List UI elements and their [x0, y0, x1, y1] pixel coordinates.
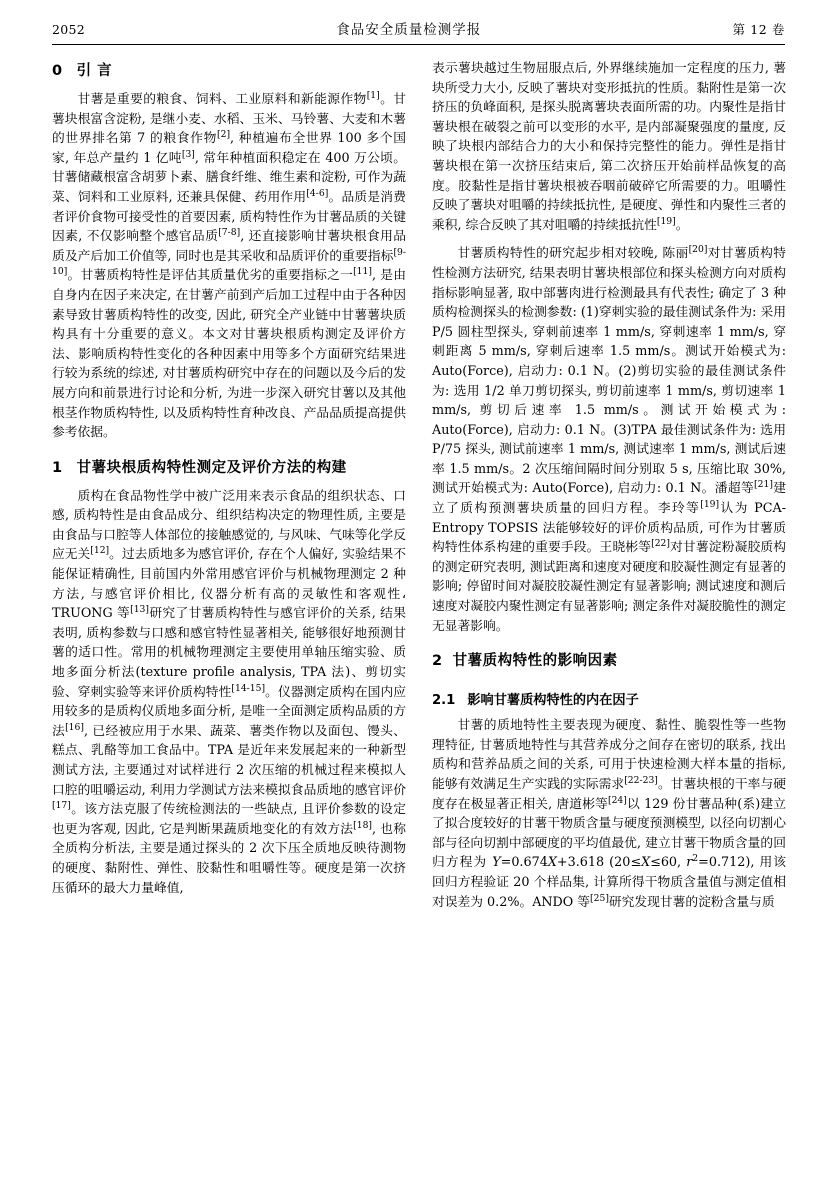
- subsection-number: 2.1: [432, 693, 456, 709]
- left-column: [52, 59, 406, 1149]
- right-column: [432, 59, 786, 1149]
- header-rule: [52, 44, 785, 45]
- page-number: 2052: [52, 22, 86, 37]
- paragraph-test-conditions: 甘薯质构特性的研究起步相对较晚, 陈丽[20]对甘薯质构特性检测方法研究, 结果表明甘薯块根部位和探头检测方向对质构指标影响显著, 取中部薯肉进行检测最具有代表性; 确定了 3 种质构检测探头的检测参数: (1)穿刺实验的最佳测试条件为: 采用 P/5 圆柱型探头, 穿刺前速率 1 mm/s, 穿刺速率 1 mm/s, 穿刺距离 5 mm/s, 穿刺后速率 1.5 mm/s。测试开始模式为: Auto(Force), 启动力: 0.1 N。(2)剪切实验的最佳测试条件为: 选用 1/2 单刀剪切探头, 剪切前速率 1 mm/s, 剪切速率 1 mm/s, 剪切后速率 1.5 mm/s。测试开始模式为: Auto(Force), 启动力: 0.1 N。(3)TPA 最佳测试条件为: 选用 P/75 探头, 测试前速率 1 mm/s, 测试速率 1 mm/s, 测试后速率 1.5 mm/s。2 次压缩间隔时间分别取 5 s, 压缩比取 30%, 测试开始模式为: Auto(Force), 启动力: 0.1 N。潘超等[21]建立了质构预测薯块质量的回归方程。李玲等[19]认为 PCA-Entropy TOPSIS 法能够较好的评价质构品质, 可作为甘薯质构特性体系构建的重要手段。王晓彬等[22]对甘薯淀粉凝胶质构的测定研究表明, 测试距离和速度对硬度和胶凝性测定有显著的影响; 停留时间对凝胶胶凝性测定有显著影响; 测试速度和测后速度对凝胶内聚性测定有显著影响; 测定条件对凝胶脆性的测定无显著影响。: [432, 244, 787, 634]
- section-title: 甘薯块根质构特性测定及评价方法的构建: [76, 459, 347, 476]
- section-heading-factors: [432, 649, 786, 670]
- section-title: 甘薯质构特性的影响因素: [452, 653, 618, 670]
- paragraph-texture-methods: 质构在食品物性学中被广泛用来表示食品的组织状态、口感, 质构特性是由食品成分、组织结构决定的物理性质, 主要是由食品与口腔等人体部位的接触感觉的, 与风味、气味等化学反应无关[12]。过去质地多为感官评价, 存在个人偏好, 实验结果不能保证精确性, 目前国内外常用感官评价与机械物理测定 2 种方法, 与感官评价相比, 仪器分析有高的灵敏性和客观性، TRUONG 等[13]研究了甘薯质构特性与感官评价的关系, 结果表明, 质构参数与口感和感官特性显著相关, 能够很好地预测甘薯的适口性。常用的机械物理测定主要使用单轴压缩实验、质地多面分析法(texture profile analysis, TPA 法)、剪切实验、穿刺实验等来评价质构特性[14-15]。仪器测定质构在国内应用较多的是质构仪质地多面分析, 是唯一全面测定质构品质的方法[16], 已经被应用于水果、蔬菜、薯类作物以及面包、馒头、糕点、乳酪等加工食品中。TPA 是近年来发展起来的一种新型测试方法, 主要通过对试样进行 2 次压缩的机械过程来模拟人口腔的咀嚼运动, 利用力学测试方法来模拟食品质地的感官评价[17]。该方法克服了传统检测法的一些缺点, 且评价参数的设定也更为客观, 因此, 它是判断果蔬质地变化的有效方法[18], 也称全质构分析法, 主要是通过探头的 2 次下压全质地反映待测物的硬度、黏附性、弹性、胶黏性和咀嚼性等。硬度是第一次挤压循环的最大力量峰值,: [52, 488, 407, 896]
- journal-title: 食品安全质量检测学报: [336, 22, 482, 38]
- volume-label: 第 12 卷: [732, 22, 785, 37]
- body-columns: [52, 59, 785, 1149]
- section-heading-introduction: [52, 59, 406, 80]
- section-number: 1: [52, 459, 63, 476]
- subsection-heading-internal-factors: [432, 689, 786, 708]
- paragraph-hardness-continued: 表示薯块越过生物屈服点后, 外界继续施加一定程度的压力, 薯块所受力大小, 反映了薯块对变形抵抗的性质。黏附性是第一次挤压的负峰面积, 是探头脱离薯块表面所需的功。内聚性是指甘薯块根在破裂之前可以变形的水平, 是内部凝聚强度的量度, 反映了块根内部结合力的大小和保持完整性的能力。弹性是指甘薯块根在第一次挤压结束后, 第二次挤压开始前样品恢复的高度。胶黏性是指甘薯块根被吞咽前破碎它所需要的力。咀嚼性反映了薯块对咀嚼的持续抵抗性, 是硬度、弹性和内聚性三者的乘积, 综合反映了其对咀嚼的持续抵抗性[19]。: [432, 61, 786, 233]
- running-head: [52, 18, 785, 42]
- section-title: 引 言: [76, 63, 113, 79]
- paragraph-internal-factors: 甘薯的质地特性主要表现为硬度、黏性、脆裂性等一些物理特征, 甘薯质地特性与其营养成分之间存在密切的联系, 找出质构和营养品质之间的关系, 可用于快速检测大样本量的指标, 能够有效满足生产实践的实际需求[22-23]。甘薯块根的干率与硬度存在极显著正相关, 唐道彬等[24]以 129 份甘薯品种(系)建立了拟合度较好的甘薯干物质含量与硬度预测模型, 以径向切割心部与径向切割中部硬度的平均值最优, 建立甘薯干物质含量的回归方程为 Y=0.674X+3.618 (20≤X≤60, $r^2=0.712$), 用该回归方程验证 20 个样品集, 计算所得干物质含量值与测定值相对误差为 0.2%。ANDO 等[25]研究发现甘薯的淀粉含量与质: [432, 718, 787, 910]
- section-number: 0: [52, 63, 63, 79]
- paragraph-intro: 甘薯是重要的粮食、饲料、工业原料和新能源作物[1]。甘薯块根富含淀粉, 是继小麦、水稻、玉米、马铃薯、大麦和木薯的世界排名第 7 的粮食作物[2], 种植遍布全世界 100 多个国家, 年总产量约 1 亿吨[3], 常年种植面积稳定在 400 万公顷。甘薯储藏根富含胡萝卜素、膳食纤维、维生素和淀粉, 可作为蔬菜、饲料和工业原料, 还兼具保健、药用作用[4-6]。品质是消费者评价食物可接受性的首要因素, 质构特性作为甘薯品质的关键因素, 不仅影响整个感官品质[7-8], 还直接影响甘薯块根食用品质及产后加工价值等, 同时也是其采收和品质评价的重要指标[9-10]。甘薯质构特性是评估其质量优劣的重要指标之一[11], 是由自身内在因子来决定, 在甘薯产前到产后加工过程中由于各种因素导致甘薯质构特性的改变, 因此, 研究全产业链中甘薯薯块质构具有十分重要的意义。本文对甘薯块根质构测定及评价方法、影响质构特性变化的各种因素中用等多个方面研究结果进行较为系统的综述, 对甘薯质构研究中存在的问题以及今后的发展方向和前景进行讨论和分析, 为进一步深入研究甘薯以及其他根茎作物质构特性, 以及质构特性育种改良、产品品质提高提供参考依据。: [52, 89, 407, 441]
- section-number: 2: [432, 653, 443, 670]
- subsection-title: 影响甘薯质构特性的内在因子: [467, 693, 639, 709]
- section-heading-measurement: [52, 456, 406, 477]
